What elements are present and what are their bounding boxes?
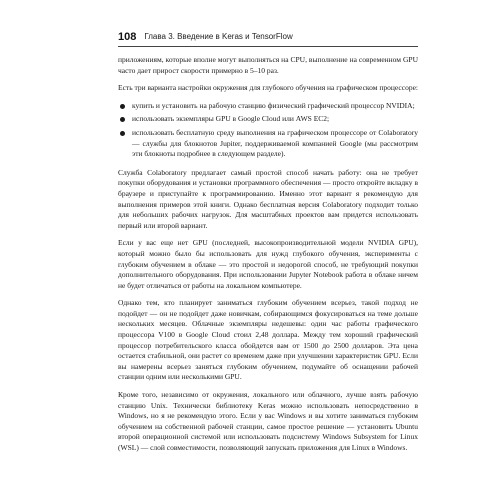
paragraph-workstation: Однако тем, кто планирует заниматься глубоким обучением всерьез, такой подход не подойдет — он не подойдет даже новичкам, собирающимся фокусироваться на теме дольше нескольких месяцев. Облачные экземпляры недешевы: один час работы графического процессора V100 в Google Cloud стоил 2,48 доллара. Между тем хороший графический процессор потребительского класса обойдется вам от 1500 до 2500 долларов. Эта цена остается стабильной, они растет со временем даже при улучшении характеристик GPU. Если вы намерены всерьез заняться глубоким обучением, подумайте об оснащении рабочей станции одним или несколькими GPU.: [118, 298, 418, 382]
list-item: [118, 101, 418, 112]
chapter-title: Глава 3. Введение в Keras и TensorFlow: [144, 32, 293, 41]
gpu-options-list: [118, 101, 418, 160]
paragraph-cloud: Если у вас еще нет GPU (последней, высокопроизводительной модели NVIDIA GPU), который можно было бы использовать для нужд глубокого обучения, эксперименты с глубоким обучением в облаке — это простой и недорогой способ, не требующий покупки дополнительного оборудования. При использовании Jupyter Notebook работа в облаке ничем не будет отличаться от работы на локальном компьютере.: [118, 238, 418, 290]
bullet-icon: [120, 117, 125, 122]
list-item-text: использовать бесплатную среду выполнения на графическом процессоре от Colaboratory — службы для блокнотов Jupiter, поддерживаемой компанией Google (мы рассмотрим эти блокноты подробнее в следующем разделе).: [132, 127, 418, 159]
paragraph-gpu-options: Есть три варианта настройки окружения для глубокого обучения на графическом процессоре:: [118, 83, 419, 93]
page-body: [118, 55, 418, 461]
page-header: [118, 30, 418, 44]
header-rule: [118, 46, 418, 47]
paragraph-intro-continuation: приложениям, которые вполне могут выполняться на CPU, выполнение на современном GPU часто дает прирост скорости примерно в 5–10 раз.: [118, 55, 418, 75]
paragraph-colaboratory: Служба Colaboratory предлагает самый простой способ начать работу: она не требует покупки оборудования и установки программного обеспечения — просто откройте вкладку в браузере и приступайте к программированию. Именно этот вариант я рекомендую для выполнения примеров этой книги. Однако бесплатная версия Colaboratory подходит только для небольших рабочих нагрузок. Для масштабных проектов вам придется использовать первый или второй вариант.: [118, 167, 418, 230]
list-item-text: купить и установить на рабочую станцию физический графический процессор NVIDIA;: [132, 100, 415, 110]
paragraph-unix: Кроме того, независимо от окружения, локального или облачного, лучше взять рабочую станцию Unix. Технически библиотеку Keras можно использовать непосредственно в Windows, но я не рекомендую этого. Если у вас Windows и вы хотите заниматься глубоким обучением на собственной рабочей станции, самое простое решение — установить Ubuntu второй операционной системой или использовать подсистему Windows Subsystem for Linux (WSL) — слой совместимости, позволяющий запускать приложения для Linux в Windows.: [118, 390, 418, 452]
list-item: [118, 128, 418, 160]
bullet-icon: [120, 131, 125, 136]
page-number: 108: [118, 31, 137, 43]
bullet-icon: [120, 104, 125, 109]
list-item: [118, 114, 418, 125]
list-item-text: использовать экземпляры GPU в Google Cloud или AWS EC2;: [132, 114, 330, 124]
